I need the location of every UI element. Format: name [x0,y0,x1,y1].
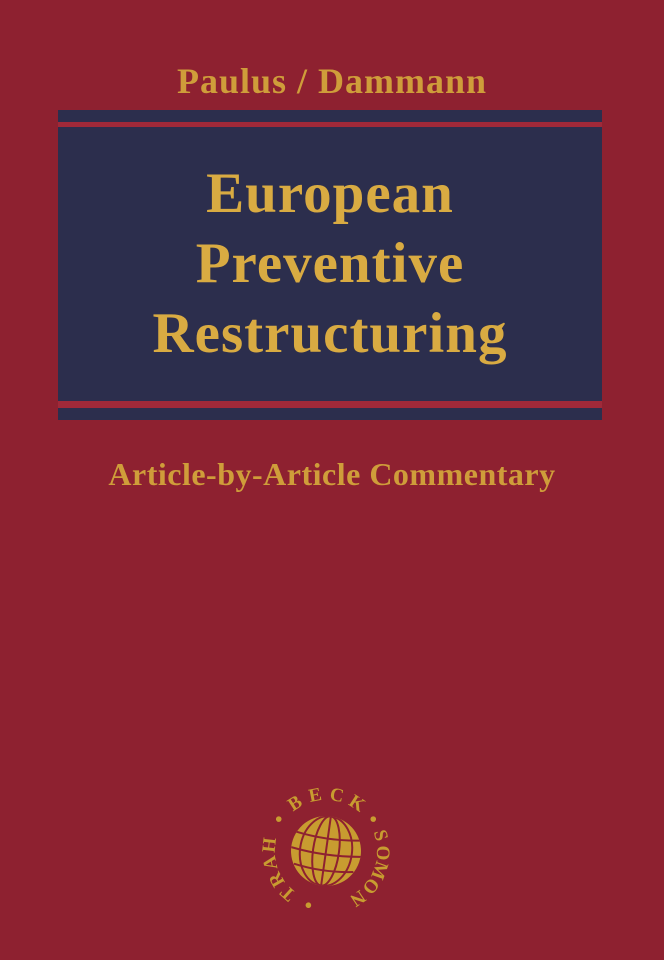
svg-text:O: O [371,845,394,861]
svg-text:M: M [366,858,393,883]
svg-text:T: T [276,880,300,906]
logo-separator-dot [305,902,312,909]
title-band [58,110,602,420]
logo-separator-dot [369,815,377,823]
title-line-2: Preventive [195,232,465,295]
publisher-logo-beck-hart-nomos [251,776,401,926]
title-line-1: European [206,162,454,225]
svg-text:R: R [264,868,290,891]
band-gap-bottom [58,401,602,408]
svg-text:A: A [259,853,283,872]
svg-text:N: N [346,885,370,911]
logo-separator-dot [275,815,283,823]
svg-text:C: C [328,783,346,808]
svg-text:O: O [357,873,384,899]
band-rule-top [58,110,602,122]
title-line-3: Restructuring [152,302,508,365]
logo-word-beck [284,784,369,817]
svg-text:S: S [368,827,392,844]
svg-text:E: E [306,784,324,808]
svg-text:B: B [284,791,307,816]
svg-text:K: K [344,790,369,817]
globe-icon [286,811,365,890]
svg-text:H: H [258,836,282,854]
subtitle: Article-by-Article Commentary [108,456,556,492]
band-rule-bottom [58,408,602,420]
author-names: Paulus / Dammann [176,61,488,101]
title-panel [58,127,602,401]
